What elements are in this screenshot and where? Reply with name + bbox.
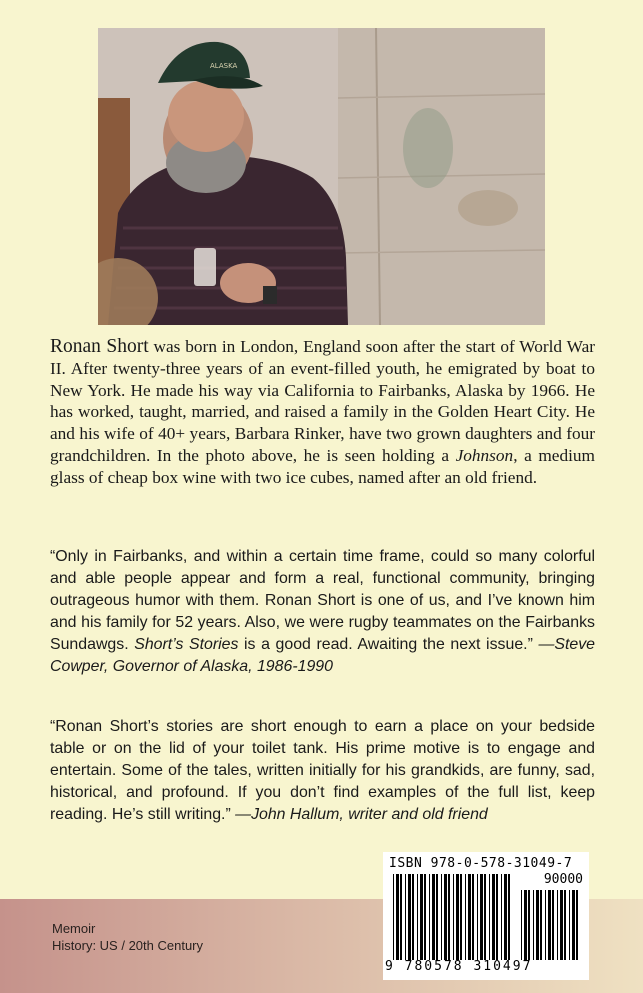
barcode-bar (420, 874, 423, 960)
barcode-bar (569, 890, 570, 960)
barcode-bar (444, 874, 447, 960)
barcode-bar (477, 874, 478, 960)
barcode-bar (396, 874, 399, 960)
quote-2-text: “Ronan Short’s stories are short enough to earn a place on your bedside table or on the lid of your toilet tank. His prime motive is to engage and entertain. Some of the tales, written initially for his grandkids, are funny, sad, historical, and profound. If you don’t find examples of the full list, keep reading. He’s still writing.” (50, 718, 595, 823)
isbn-label: ISBN 978-0-578-31049-7 (389, 856, 573, 871)
author-photo (98, 28, 545, 325)
barcode-bar (492, 874, 495, 960)
barcode-bar (417, 874, 418, 960)
barcode-bar (453, 874, 454, 960)
barcode-bar (480, 874, 483, 960)
barcode-bar (540, 890, 542, 960)
barcode-bar (400, 874, 402, 960)
quote-1-attribution: —Steve Cowper, Governor of Alaska, 1986-1990 (50, 636, 595, 675)
barcode-bar (448, 874, 450, 960)
barcode-bar (472, 874, 474, 960)
barcode-bar (501, 874, 502, 960)
category-memoir: Memoir (52, 921, 96, 936)
ean-digits: 9 780578 310497 (385, 959, 533, 974)
barcode-bar (456, 874, 459, 960)
book-categories (52, 920, 203, 954)
endorsement-quote-1 (50, 546, 595, 678)
author-photo-illustration (98, 28, 545, 325)
barcode-bar (408, 874, 411, 960)
barcode-bar (405, 874, 406, 960)
quote-1-text: “Only in Fairbanks, and within a certain time frame, could so many colorful and able people appear and form a real, functional community, bringing outrageous humor with them. Ronan Short is one of us, and I’ve known him and his family for 52 years. Also, we were rugby teammates on the Fairbanks Sundawgs. (50, 548, 595, 653)
isbn-barcode (383, 852, 589, 980)
barcode-bar (552, 890, 554, 960)
barcode-bar (429, 874, 430, 960)
barcode-bar (548, 890, 551, 960)
barcode-bar (432, 874, 435, 960)
cap-text: ALASKA (210, 62, 238, 70)
barcode-bar (508, 874, 510, 960)
barcode-bar (564, 890, 566, 960)
barcode-bar (489, 874, 490, 960)
bio-italic: Johnson (455, 445, 514, 465)
barcode-bar (412, 874, 414, 960)
barcode-bar (504, 874, 507, 960)
barcode-bar (545, 890, 546, 960)
author-name: Ronan Short (50, 336, 149, 357)
ean-bars (393, 874, 513, 960)
barcode-bar (557, 890, 558, 960)
barcode-bar (441, 874, 442, 960)
barcode-bar (436, 874, 438, 960)
barcode-bar (393, 874, 394, 960)
price-code: 90000 (543, 872, 583, 887)
barcode-bar (536, 890, 539, 960)
author-bio (50, 336, 595, 489)
barcode-bar (572, 890, 575, 960)
barcode-bar (496, 874, 498, 960)
quote-2-attribution: —John Hallum, writer and old friend (235, 806, 488, 823)
barcode-bar (460, 874, 462, 960)
quote-1-text-end: is a good read. Awaiting the next issue.” (238, 636, 539, 653)
price-bars (521, 890, 581, 960)
bio-text: was born in London, England soon after the start of World War II. After twenty-three years of an event-filled youth, he emigrated by boat to New York. He made his way via California to Fairbanks, Alaska by 1966. He has worked, taught, married, and raised a family in the Golden Heart City. He and his wife of 40+ years, Barbara Rinker, have two grown daughters and four grandchildren. In the photo above, he is seen holding a (50, 337, 596, 465)
barcode-bar (524, 890, 527, 960)
endorsement-quote-2 (50, 716, 595, 826)
barcode-bar (484, 874, 486, 960)
bio-text-end: , a medium glass of cheap box wine with two ice cubes, named after an old friend. (50, 445, 595, 487)
barcode-bar (424, 874, 426, 960)
barcode-bar (465, 874, 466, 960)
category-history: History: US / 20th Century (52, 938, 203, 953)
barcode-bar (468, 874, 471, 960)
barcode-bar (576, 890, 578, 960)
barcode-bar (560, 890, 563, 960)
quote-1-book-title: Short’s Stories (134, 636, 239, 653)
barcode-bar (521, 890, 522, 960)
barcode-bar (528, 890, 530, 960)
barcode-bar (533, 890, 534, 960)
